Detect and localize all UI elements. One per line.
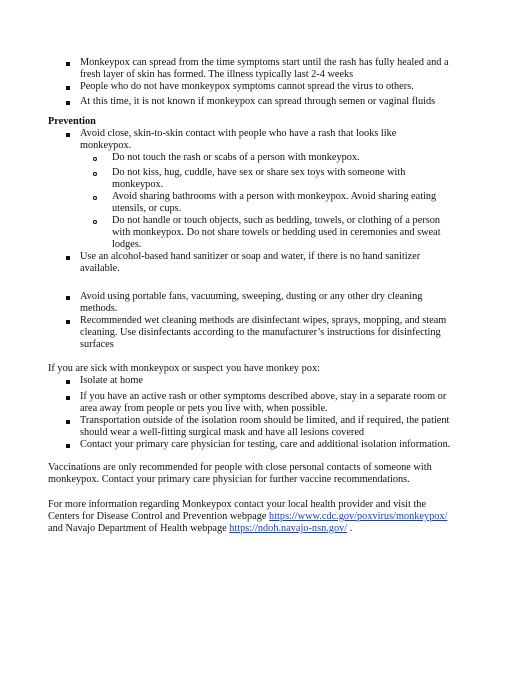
more-info-line-1: For more information regarding Monkeypox contact your local health provider and visit the — [48, 499, 427, 510]
sick-bullet-2-line-1: If you have an active rash or other symptoms described above, stay in a separate room or — [80, 391, 447, 402]
bullet-marker — [66, 444, 70, 448]
sub-bullet-1: Do not touch the rash or scabs of a person with monkeypox. — [112, 152, 360, 163]
bullet-marker — [66, 133, 70, 137]
sub-bullet-2-line-2: monkeypox. — [112, 179, 164, 190]
prevention-bullet-4-line-2: cleaning. Use disinfectants according to the manufacturer’s instructions for disinfecting — [80, 327, 441, 338]
prevention-bullet-3-line-2: methods. — [80, 303, 118, 314]
more-info-line-2 — [48, 511, 447, 523]
bullet-marker — [66, 296, 70, 300]
prevention-bullet-1-line-1: Avoid close, skin-to-skin contact with people who have a rash that looks like — [80, 128, 397, 139]
sick-bullet-3-line-2: should wear a well-fitting surgical mask and have all lesions covered — [80, 427, 365, 438]
bullet-marker — [66, 101, 70, 105]
bullet-marker — [66, 256, 70, 260]
cdc-link[interactable]: https://www.cdc.gov/poxvirus/monkeypox/ — [269, 511, 448, 522]
top-bullet-1-line-1: Monkeypox can spread from the time symptoms start until the rash has fully healed and a — [80, 57, 449, 68]
prevention-heading: Prevention — [48, 116, 96, 127]
bullet-marker — [66, 420, 70, 424]
more-info-suffix: . — [347, 523, 353, 534]
prevention-bullet-2-line-1: Use an alcohol-based hand sanitizer or soap and water, if there is no hand sanitizer — [80, 251, 421, 262]
more-info-cdc-prefix: Centers for Disease Control and Prevention webpage — [48, 511, 270, 522]
bullet-marker — [66, 62, 70, 66]
vaccinations-line-2: monkeypox. Contact your primary care physician for further vaccine recommendations. — [48, 474, 410, 485]
sub-bullet-4-line-1: Do not handle or touch objects, such as bedding, towels, or clothing of a person — [112, 215, 441, 226]
more-info-line-3 — [48, 523, 352, 535]
sub-bullet-4-line-2: with monkeypox. Do not share towels or bedding used in ceremonies and sweat — [112, 227, 441, 238]
prevention-bullet-1-line-2: monkeypox. — [80, 140, 132, 151]
ndoh-link[interactable]: https://ndoh.navajo-nsn.gov/ — [229, 523, 348, 534]
sub-bullet-marker — [93, 157, 97, 161]
vaccinations-line-1: Vaccinations are only recommended for people with close personal contacts of someone with — [48, 462, 432, 473]
sub-bullet-marker — [93, 220, 97, 224]
sub-bullet-marker — [93, 196, 97, 200]
top-bullet-2: People who do not have monkeypox symptoms cannot spread the virus to others. — [80, 81, 414, 92]
sick-bullet-2-line-2: area away from people or pets you live with, when possible. — [80, 403, 328, 414]
bullet-marker — [66, 380, 70, 384]
sub-bullet-3-line-1: Avoid sharing bathrooms with a person with monkeypox. Avoid sharing eating — [112, 191, 437, 202]
sub-bullet-2-line-1: Do not kiss, hug, cuddle, have sex or share sex toys with someone with — [112, 167, 406, 178]
sick-bullet-4: Contact your primary care physician for testing, care and additional isolation information. — [80, 439, 451, 450]
sub-bullet-4-line-3: lodges. — [112, 239, 142, 250]
sub-bullet-marker — [93, 172, 97, 176]
prevention-bullet-3-line-1: Avoid using portable fans, vacuuming, sweeping, dusting or any other dry cleaning — [80, 291, 423, 302]
top-bullet-1-line-2: fresh layer of skin has formed. The illness typically last 2-4 weeks — [80, 69, 354, 80]
top-bullet-3: At this time, it is not known if monkeypox can spread through semen or vaginal fluids — [80, 96, 436, 107]
sub-bullet-3-line-2: utensils, or cups. — [112, 203, 182, 214]
sick-bullet-3-line-1: Transportation outside of the isolation room should be limited, and if required, the patient — [80, 415, 450, 426]
bullet-marker — [66, 320, 70, 324]
sick-bullet-1: Isolate at home — [80, 375, 143, 386]
bullet-marker — [66, 86, 70, 90]
sick-intro: If you are sick with monkeypox or suspect you have monkey pox: — [48, 363, 320, 374]
bullet-marker — [66, 396, 70, 400]
prevention-bullet-4-line-3: surfaces — [80, 339, 114, 350]
more-info-ndoh-prefix: and Navajo Department of Health webpage — [48, 523, 230, 534]
prevention-bullet-4-line-1: Recommended wet cleaning methods are disinfectant wipes, sprays, mopping, and steam — [80, 315, 447, 326]
prevention-bullet-2-line-2: available. — [80, 263, 120, 274]
